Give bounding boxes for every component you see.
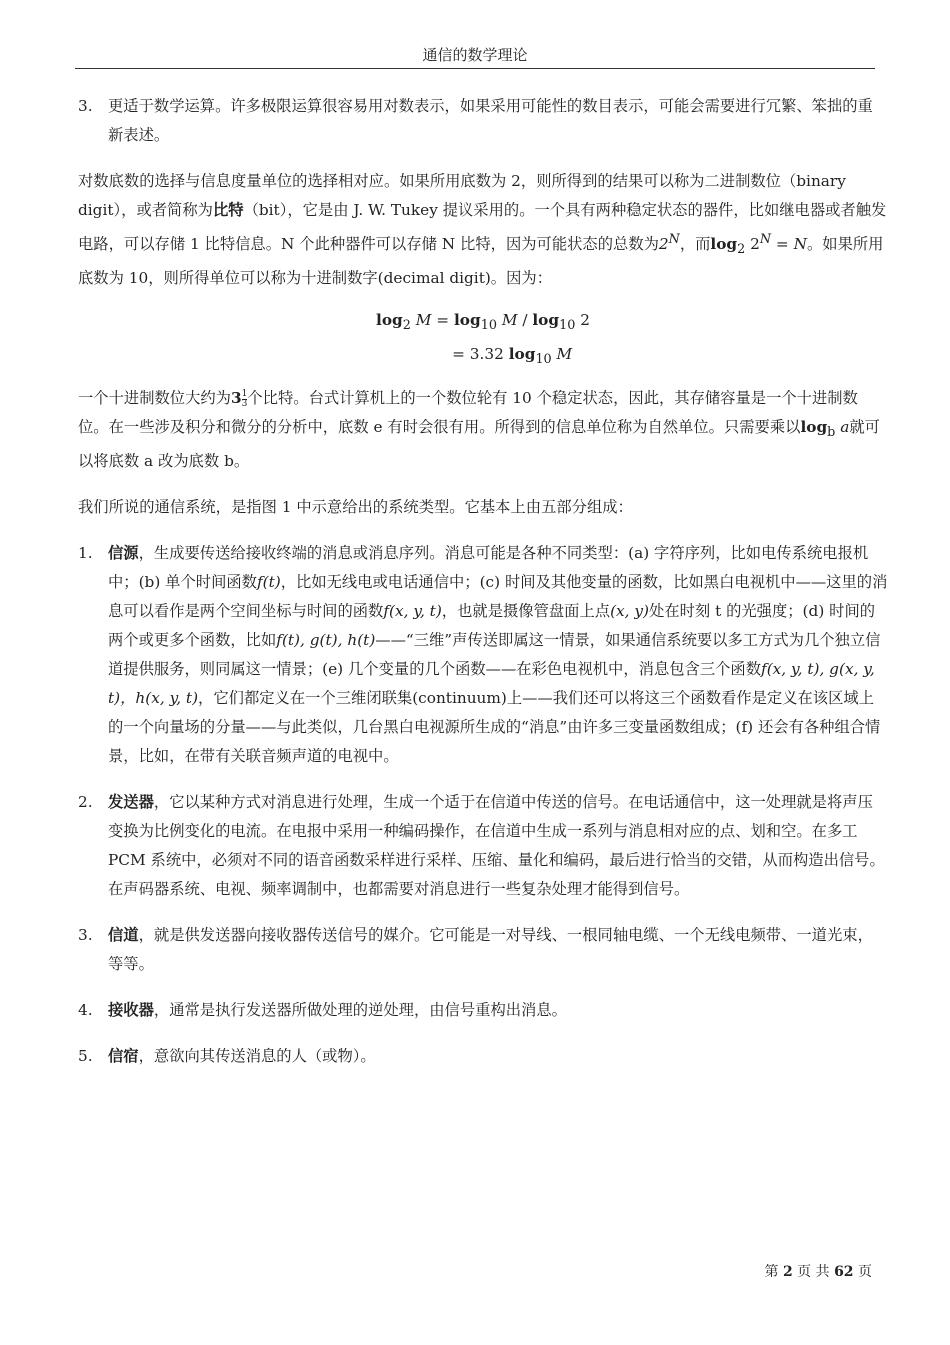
- bold-term: 信道: [108, 926, 139, 945]
- paragraph-system-intro: 我们所说的通信系统，是指图 1 中示意给出的系统类型。它基本上由五部分组成：: [78, 498, 633, 517]
- item-text: [108, 539, 888, 771]
- item-number: 3.: [78, 926, 93, 945]
- text-run: ，它以某种方式对消息进行处理，生成一个适于在信道中传送的信号。在电话通信中，这一处理就是将声压变换为比例变化的电流。在电报中采用一种编码操作，在信道中生成一系列与消息相对应的点、划和空。在多工 PCM 系统中，必须对不同的语音函数采样进行采样、压缩、量化和编码，最后进行恰当的交错，从而构造出信号。在声码器系统、电视、频率调制中，也都需要对消息进行一些复杂处理才能得到信号。: [108, 793, 885, 899]
- text-run: ，也就是摄像管盘面上点: [441, 602, 611, 621]
- item-number: 3.: [78, 97, 93, 115]
- item-number: 4.: [78, 1001, 93, 1020]
- page-header-title: 通信的数学理论: [422, 46, 528, 64]
- equation-line-2: = 3.32 $\log_{10} M$: [393, 345, 573, 368]
- total-pages-number: 62: [834, 1264, 854, 1280]
- math-log2-2N: $\log_2 2^N = N$: [710, 232, 807, 258]
- math-f-t: f(t): [256, 573, 281, 592]
- text-run: ，而: [679, 235, 711, 254]
- equation-block: [78, 306, 888, 374]
- paragraph-log-base: [78, 167, 888, 293]
- item-number: 1.: [78, 544, 93, 563]
- item-number: 5.: [78, 1047, 93, 1066]
- math-fgh-t: f(t), g(t), h(t): [276, 631, 376, 650]
- list-item: [78, 788, 888, 904]
- footer-text: 第: [764, 1264, 779, 1280]
- text-run: ，比如无线电或电话通信中；(c) 时间及其他变量的函数，比如黑白电视机中——这里的消息可以看作是两个空间坐标与时间的函数: [108, 573, 888, 621]
- list-item: [78, 1042, 888, 1071]
- text-run: （binary digit），或者简称为: [78, 172, 846, 219]
- math-three-third: 3 $\frac{1}{3}$: [230, 388, 248, 409]
- bold-term: 信源: [108, 544, 139, 563]
- text-run: 对数底数的选择与信息度量单位的选择相对应。如果所用底数为 2，则所得到的结果可以称为二进制数位: [78, 172, 781, 190]
- item-text: [108, 921, 888, 979]
- math-fgh-xyt: f(x, y, t), g(x, y, t)，h(x, y, t): [108, 660, 875, 708]
- text-run: ，就是供发送器向接收器传送信号的媒介。它可能是一对导线、一根同轴电缆、一个无线电频带、一道光束，等等。: [108, 926, 873, 974]
- text-run: （bit），它是由 J. W. Tukey 提议采用的。一个具有两种稳定状态的器件，比如继电器或者触发电路，可以存储 1 比特信息。N 个此种器件可以存储 N 比特，因为可能状态的总数为: [78, 201, 887, 254]
- footer-text: 页: [858, 1264, 872, 1280]
- list-item: [78, 92, 888, 150]
- math-xy: (x, y): [610, 602, 650, 621]
- math-f-xyt: f(x, y, t): [383, 602, 442, 621]
- item-text: [108, 1042, 888, 1071]
- text-run: 一个十进制数位大约为: [78, 389, 231, 408]
- text-run: ，它们都定义在一个三维闭联集(continuum)上——我们还可以将这三个函数看作是定义在该区域上的一个向量场的分量——与此类似，几台黑白电视源所生成的“消息”由许多三变量函数组成；(f) 还会有各种组合情景，比如，在带有关联音频声道的电视中。: [108, 689, 881, 766]
- item-number: 2.: [78, 793, 93, 812]
- text-run: ，意欲向其传送消息的人（或物）。: [138, 1047, 376, 1066]
- text-run: ，通常是执行发送器所做处理的逆处理，由信号重构出消息。: [153, 1001, 567, 1020]
- header-rule: [75, 68, 875, 69]
- equation-line-1: $\log_2 M = \log_{10} M / \log_{10} 2$: [376, 311, 590, 334]
- paragraph-decimal-digit: [78, 384, 888, 476]
- text-run: 处在时刻 t 的光强度；(d) 时间的两个或更多个函数，比如: [108, 602, 876, 650]
- list-item: [78, 921, 888, 979]
- current-page-number: 2: [782, 1264, 793, 1280]
- list-item: [78, 996, 888, 1025]
- text-run: 。如果所用底数为 10，则所得单位可以称为十进制数字(decimal digit)。因为：: [78, 235, 884, 288]
- item-text: [108, 788, 888, 904]
- math-2N: $2^N$: [658, 232, 680, 254]
- math-logb-a: $\log_b a$: [800, 418, 850, 441]
- item-text: 更适于数学运算。许多极限运算很容易用对数表示，如果采用可能性的数目表示，可能会需要进行冗繁、笨拙的重新表述。: [108, 97, 873, 144]
- page-footer: [765, 1261, 873, 1281]
- bold-term: 信宿: [108, 1047, 139, 1066]
- page-content: [78, 92, 888, 1088]
- text-run: ——“三维”声传送即属这一情景，如果通信系统要以多工方式为几个独立信道提供服务，则同属这一情景；(e) 几个变量的几个函数——在彩色电视机中，消息包含三个函数: [108, 631, 881, 679]
- item-text: [108, 996, 888, 1025]
- text-run: 就可以将底数 a 改为底数 b。: [78, 418, 880, 471]
- list-item: [78, 539, 888, 771]
- text-run: ，生成要传送给接收终端的消息或消息序列。消息可能是各种不同类型：(a) 字符序列，比如电传系统电报机中；(b) 单个时间函数: [108, 544, 869, 592]
- bold-term: 发送器: [108, 793, 154, 812]
- footer-text: 页 共: [797, 1264, 830, 1280]
- text-run: 个比特。台式计算机上的一个数位轮有 10 个稳定状态，因此，其存储容量是一个十进制数位。在一些涉及积分和微分的分析中，底数 e 有时会很有用。所得到的信息单位称为自然单位。只需要乘以: [78, 389, 858, 437]
- bold-term: 接收器: [108, 1001, 154, 1020]
- bold-term: 比特: [212, 201, 244, 219]
